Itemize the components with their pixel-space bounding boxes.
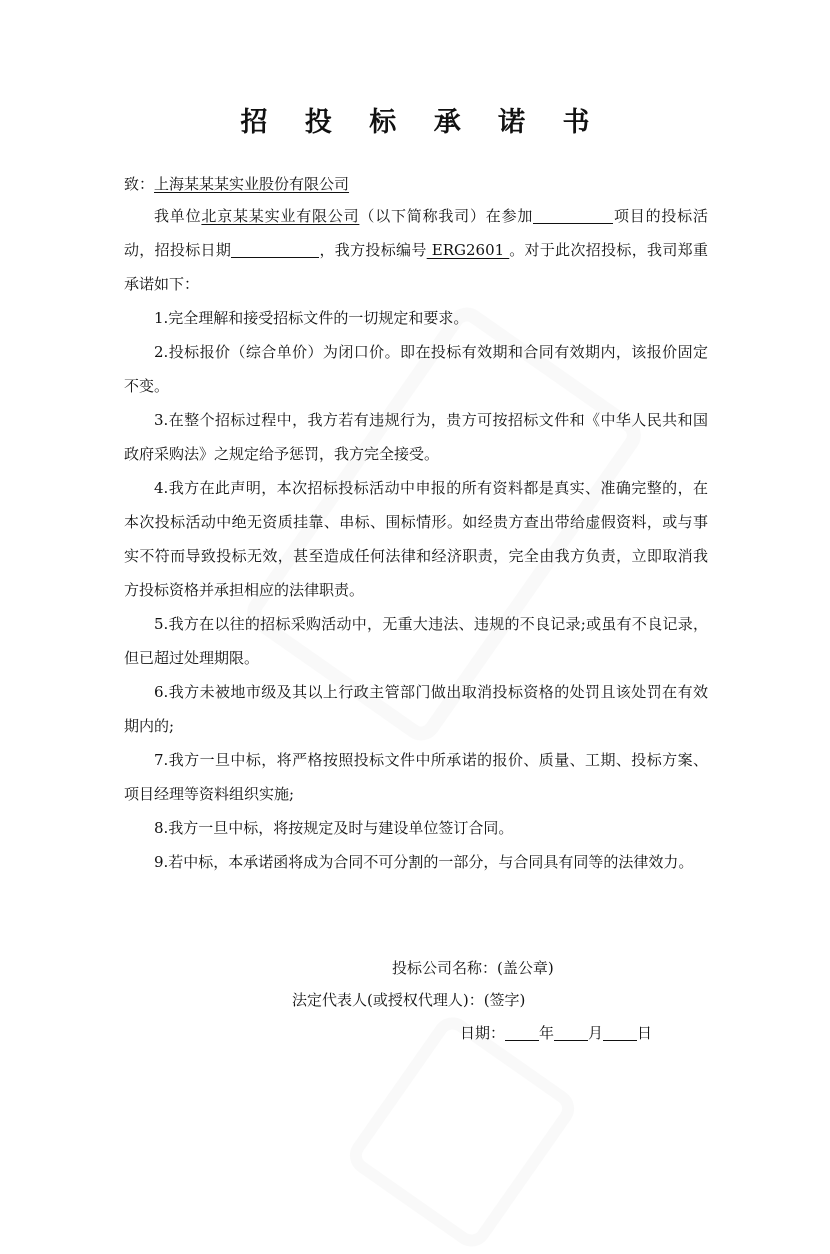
- commitment-item: 9.若中标，本承诺函将成为合同不可分割的一部分，与合同具有同等的法律效力。: [154, 853, 694, 871]
- year-label: 年: [539, 1024, 555, 1042]
- bidder-company: 北京某某实业有限公司: [201, 207, 360, 225]
- intro-paragraph: [124, 199, 708, 301]
- commitment-item: 4.我方在此声明，本次招标投标活动中申报的所有资料都是真实、准确完整的，在本次投标活动中绝无资质挂靠、串标、围标情形。如经贵方查出带给虚假资料，或与事实不符而导致投标无效，甚至造成任何法律和经济职责，完全由我方负责，立即取消我方投标资格并承担相应的法律职责。: [124, 479, 708, 599]
- commitment-item: 8.我方一旦中标，将按规定及时与建设单位签订合同。: [154, 819, 514, 837]
- letter-body: [124, 199, 708, 879]
- representative-signature-label: 法定代表人(或授权代理人)：(签字): [292, 991, 526, 1009]
- watermark: [342, 1010, 582, 1254]
- bid-number: ERG2601: [426, 241, 510, 259]
- page-title: 招 投 标 承 诺 书: [240, 107, 604, 138]
- date-line: [460, 1022, 652, 1043]
- company-seal-label: 投标公司名称：(盖公章): [392, 959, 554, 977]
- addressee-line: [124, 167, 708, 201]
- date-label: 日期：: [460, 1024, 506, 1042]
- commitment-item: 7.我方一旦中标，将严格按照投标文件中所承诺的报价、质量、工期、投标方案、项目经理等资料组织实施;: [124, 751, 708, 803]
- intro-text: 。对于此次招投标，我司郑重承诺如下：: [124, 241, 708, 293]
- intro-text: 我单位: [154, 207, 202, 225]
- commitment-item: 1.完全理解和接受招标文件的一切规定和要求。: [154, 309, 469, 327]
- commitment-item: 3.在整个招标过程中，我方若有违规行为，贵方可按招标文件和《中华人民共和国政府采购法》之规定给予惩罚，我方完全接受。: [124, 411, 708, 463]
- addressee-prefix: 致：: [124, 175, 155, 193]
- project-name-blank: [533, 205, 613, 224]
- intro-text: ，我方投标编号: [319, 241, 427, 259]
- day-label: 日: [637, 1024, 653, 1042]
- bid-date-blank: [231, 239, 319, 258]
- addressee-company: 上海某某某实业股份有限公司: [154, 175, 350, 193]
- month-blank: [554, 1022, 588, 1041]
- month-label: 月: [588, 1024, 604, 1042]
- commitment-item: 6.我方未被地市级及其以上行政主管部门做出取消投标资格的处罚且该处罚在有效期内的;: [124, 683, 708, 735]
- intro-text: （以下简称我司）在参加: [359, 207, 534, 225]
- day-blank: [603, 1022, 637, 1041]
- commitment-item: 5.我方在以往的招标采购活动中，无重大违法、违规的不良记录;或虽有不良记录，但已超过处理期限。: [124, 615, 708, 667]
- year-blank: [505, 1022, 539, 1041]
- intro-text: 项目的投标活动，招投标日期: [124, 207, 708, 259]
- commitment-item: 2.投标报价（综合单价）为闭口价。即在投标有效期和合同有效期内，该报价固定不变。: [124, 343, 708, 395]
